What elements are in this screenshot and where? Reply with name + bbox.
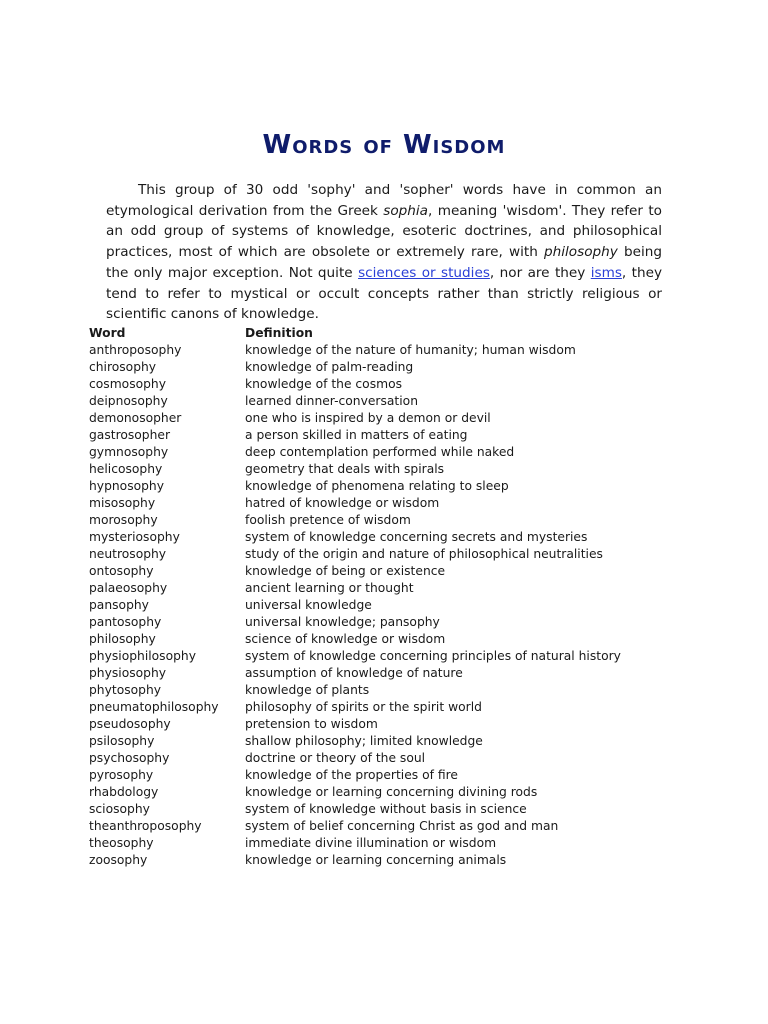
word-cell: pneumatophilosophy (89, 700, 219, 714)
word-cell: deipnosophy (89, 394, 168, 408)
word-cell: chirosophy (89, 360, 157, 374)
table-row (86, 495, 665, 512)
table-row (86, 546, 665, 563)
definition-cell: ancient learning or thought (245, 581, 414, 595)
intro-text-2: , meaning 'wisdom'. They refer to an odd group of systems of knowledge, esoteric doctrines, and philosophical practices, most of which are obsolete or extremely rare, with (106, 202, 662, 261)
table-row (86, 427, 665, 444)
definition-cell: pretension to wisdom (245, 717, 378, 731)
definition-cell: knowledge of phenomena relating to sleep (245, 479, 509, 493)
word-cell: cosmosophy (89, 377, 166, 391)
word-cell: palaeosophy (89, 581, 168, 595)
sciences-or-studies-link[interactable]: sciences or studies (358, 264, 490, 281)
intro-italic-sophia: sophia (383, 202, 429, 219)
isms-link[interactable]: isms (590, 264, 622, 281)
table-row (86, 410, 665, 427)
definition-cell: immediate divine illumination or wisdom (245, 836, 497, 850)
intro-paragraph (106, 180, 662, 325)
table-row (86, 359, 665, 376)
table-row (86, 716, 665, 733)
word-cell: misosophy (89, 496, 156, 510)
definition-column-header: Definition (245, 326, 313, 340)
table-row (86, 750, 665, 767)
intro-italic-philosophy: philosophy (544, 244, 618, 261)
definition-cell: one who is inspired by a demon or devil (245, 411, 491, 425)
table-row (86, 342, 665, 359)
word-cell: sciosophy (89, 802, 150, 816)
table-row (86, 733, 665, 750)
word-cell: gastrosopher (89, 428, 171, 442)
definition-cell: doctrine or theory of the soul (245, 751, 426, 765)
word-cell: psilosophy (89, 734, 155, 748)
table-row (86, 376, 665, 393)
intro-text-4: , nor are they (489, 264, 591, 281)
page-title: Words of Wisdom (262, 130, 506, 160)
word-cell: helicosophy (89, 462, 163, 476)
word-cell: anthroposophy (89, 343, 182, 357)
definition-cell: universal knowledge (245, 598, 372, 612)
definition-cell: knowledge of the nature of humanity; human wisdom (245, 343, 576, 357)
table-row (86, 801, 665, 818)
table-row (86, 665, 665, 682)
word-cell: physiophilosophy (89, 649, 196, 663)
table-row (86, 444, 665, 461)
table-row (86, 478, 665, 495)
intro-text-3: being the only major exception. Not quite (106, 244, 662, 281)
definition-cell: learned dinner-conversation (245, 394, 418, 408)
table-row (86, 699, 665, 716)
word-cell: psychosophy (89, 751, 170, 765)
table-row (86, 852, 665, 869)
definition-cell: a person skilled in matters of eating (245, 428, 468, 442)
table-row (86, 631, 665, 648)
definition-cell: deep contemplation performed while naked (245, 445, 515, 459)
table-row (86, 614, 665, 631)
table-row (86, 597, 665, 614)
definition-cell: geometry that deals with spirals (245, 462, 445, 476)
word-cell: philosophy (89, 632, 156, 646)
table-row (86, 393, 665, 410)
definition-cell: knowledge of the cosmos (245, 377, 403, 391)
word-cell: morosophy (89, 513, 158, 527)
table-row (86, 529, 665, 546)
word-cell: pyrosophy (89, 768, 154, 782)
word-cell: demonosopher (89, 411, 182, 425)
definition-cell: assumption of knowledge of nature (245, 666, 463, 680)
definition-cell: knowledge of plants (245, 683, 370, 697)
definition-cell: knowledge of the properties of fire (245, 768, 458, 782)
table-row (86, 835, 665, 852)
intro-text-5: , they tend to refer to mystical or occult concepts rather than strictly religious or scientific canons of knowledge. (106, 264, 663, 323)
intro-text-1: This group of 30 odd 'sophy' and 'sopher' words have in common an etymological derivation from the Greek (106, 182, 662, 219)
word-cell: zoosophy (89, 853, 148, 867)
definition-cell: science of knowledge or wisdom (245, 632, 446, 646)
definition-cell: knowledge of palm-reading (245, 360, 414, 374)
table-row (86, 648, 665, 665)
word-cell: pansophy (89, 598, 149, 612)
table-header-row (86, 325, 665, 342)
word-cell: mysteriosophy (89, 530, 180, 544)
table-row (86, 784, 665, 801)
table-row (86, 682, 665, 699)
definition-cell: shallow philosophy; limited knowledge (245, 734, 483, 748)
table-row (86, 563, 665, 580)
word-cell: pantosophy (89, 615, 162, 629)
table-row (86, 512, 665, 529)
word-cell: ontosophy (89, 564, 154, 578)
table-row (86, 461, 665, 478)
definition-cell: knowledge or learning concerning animals (245, 853, 507, 867)
definition-cell: system of knowledge concerning principles of natural history (245, 649, 621, 663)
word-cell: theanthroposophy (89, 819, 202, 833)
words-table (86, 325, 665, 869)
word-cell: gymnosophy (89, 445, 169, 459)
definition-cell: philosophy of spirits or the spirit world (245, 700, 482, 714)
word-cell: phytosophy (89, 683, 162, 697)
definition-cell: hatred of knowledge or wisdom (245, 496, 440, 510)
word-cell: physiosophy (89, 666, 167, 680)
word-cell: neutrosophy (89, 547, 167, 561)
definition-cell: system of knowledge concerning secrets and mysteries (245, 530, 588, 544)
word-cell: theosophy (89, 836, 154, 850)
definition-cell: study of the origin and nature of philosophical neutralities (245, 547, 603, 561)
table-row (86, 580, 665, 597)
table-row (86, 818, 665, 835)
table-body (86, 342, 665, 869)
definition-cell: foolish pretence of wisdom (245, 513, 411, 527)
definition-cell: knowledge of being or existence (245, 564, 446, 578)
word-column-header: Word (89, 326, 126, 340)
definition-cell: system of belief concerning Christ as god and man (245, 819, 559, 833)
definition-cell: system of knowledge without basis in science (245, 802, 527, 816)
table-row (86, 767, 665, 784)
definition-cell: knowledge or learning concerning divining rods (245, 785, 538, 799)
word-cell: hypnosophy (89, 479, 165, 493)
definition-cell: universal knowledge; pansophy (245, 615, 440, 629)
word-cell: pseudosophy (89, 717, 171, 731)
word-cell: rhabdology (89, 785, 159, 799)
